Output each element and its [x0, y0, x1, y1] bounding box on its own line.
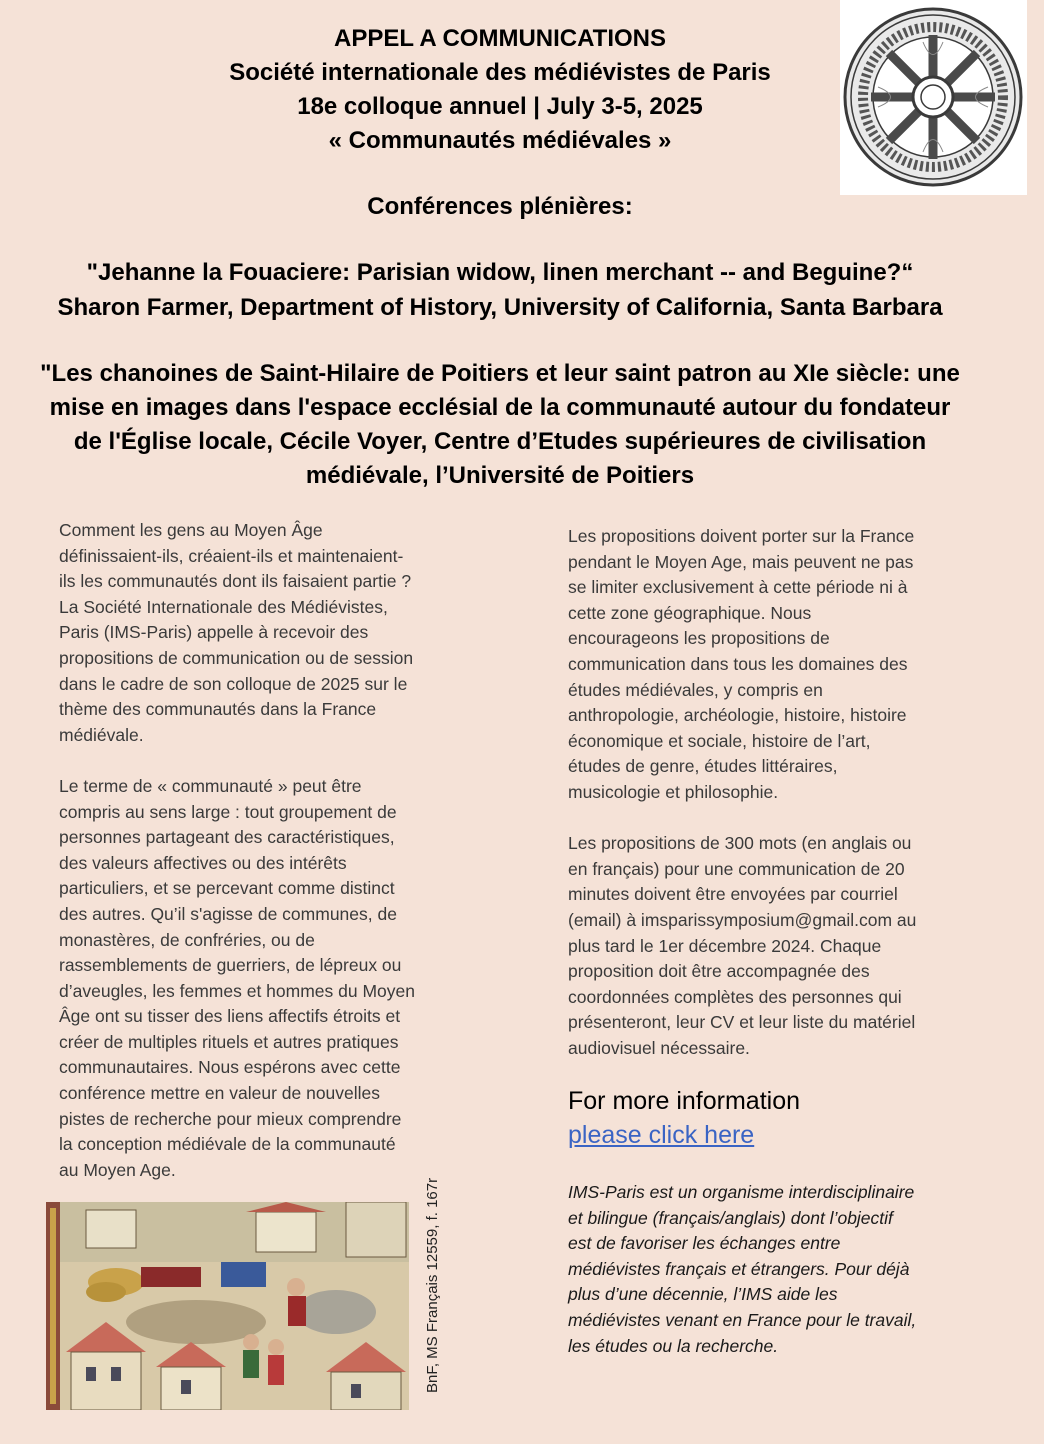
text-line: Paris (IMS-Paris) appelle à recevoir des	[59, 622, 369, 643]
text-line: médiévale.	[59, 724, 144, 745]
talk-1-speaker: Sharon Farmer, Department of History, University of California, Santa Barbara	[57, 294, 943, 321]
text-line: économique et sociale, histoire de l’art,	[568, 730, 871, 751]
text-line: proposition doit être accompagnée des	[568, 961, 870, 982]
text-line: particuliers, et se percevant comme distinct	[59, 878, 395, 899]
text-line: encourageons les propositions de	[568, 628, 830, 649]
text-line: en français) pour une communication de 20	[568, 858, 905, 879]
text-line: propositions de communication ou de session	[59, 647, 414, 668]
text-line: compris au sens large : tout groupement de	[59, 801, 397, 822]
text-line: La Société Internationale des Médiévistes,	[59, 596, 388, 617]
text-line: Les propositions doivent porter sur la France	[568, 526, 915, 546]
text-line: Comment les gens au Moyen Âge	[59, 520, 323, 540]
text-line: anthropologie, archéologie, histoire, histoire	[568, 705, 907, 726]
header-society: Société internationale des médiévistes de Paris	[229, 59, 771, 86]
text-line: plus tard le 1er décembre 2024. Chaque	[568, 935, 882, 956]
text-line: et bilingue (français/anglais) dont l’objectif	[568, 1207, 893, 1228]
text-line: rassemblements de guerriers, de lépreux ou	[59, 955, 402, 976]
more-info-title: For more information	[568, 1087, 801, 1115]
text-line: (email) à imsparissymposium@gmail.com au	[568, 909, 917, 930]
more-info-link[interactable]: please click here	[568, 1121, 755, 1149]
text-line: ils les communautés dont ils faisaient partie ?	[59, 571, 412, 592]
text-line: études médiévales, y compris en	[568, 679, 823, 700]
image-caption: BnF, MS Français 12559, f. 167r	[424, 1177, 441, 1393]
text-line: créer de multiples rituels et autres pratiques	[59, 1031, 399, 1052]
text-line: études de genre, études littéraires,	[568, 756, 838, 777]
text-line: pistes de recherche pour mieux comprendre	[59, 1108, 402, 1129]
text-line: personnes partageant des caractéristiques,	[59, 827, 395, 848]
medieval-market-miniature	[46, 1202, 409, 1410]
text-line: médiévistes français et étrangers. Pour déjà	[568, 1258, 910, 1279]
text-line: thème des communautés dans la France	[59, 699, 377, 720]
left-column	[59, 518, 454, 1183]
text-line: définissaient-ils, créaient-ils et maintenaient-	[59, 545, 404, 566]
text-line: coordonnées complètes des personnes qui	[568, 986, 902, 1007]
text-line: cette zone géographique. Nous	[568, 602, 812, 623]
about-ims	[568, 1180, 958, 1359]
header-dates: 18e colloque annuel | July 3-5, 2025	[297, 93, 703, 120]
text-line: conférence mettre en valeur de nouvelles	[59, 1083, 381, 1104]
header-theme: « Communautés médiévales »	[328, 127, 672, 154]
plenary-talk-2: "Les chanoines de Saint-Hilaire de Poitiers et leur saint patron au XIe siècle: une mise en images dans l'espace ecclésial de la communauté autour du fondateur de l'Église locale, Cécile Voyer, Centre d’Etudes supérieures de civilisation médiévale, l’Université de Poitiers	[40, 360, 960, 489]
text-line: au Moyen Age.	[59, 1159, 176, 1180]
text-line: minutes doivent être envoyées par courriel	[568, 884, 898, 905]
right-column	[568, 524, 963, 1061]
text-line: pendant le Moyen Age, mais peuvent ne pas	[568, 551, 914, 572]
right-paragraph-2	[568, 831, 963, 1061]
text-line: médiévistes venant en France pour le travail,	[568, 1309, 917, 1330]
text-line: des autres. Qu’il s'agisse de communes, de	[59, 903, 397, 924]
text-line: dans le cadre de son colloque de 2025 sur le	[59, 673, 408, 694]
text-line: des valeurs affectives ou des intérêts	[59, 852, 347, 873]
left-paragraph-2	[59, 774, 454, 1184]
text-line: Les propositions de 300 mots (en anglais ou	[568, 833, 912, 854]
text-line: la conception médiévale de la communauté	[59, 1134, 396, 1155]
plenary-talk-1	[0, 255, 1000, 325]
text-line: IMS-Paris est un organisme interdisciplinaire	[568, 1182, 915, 1202]
text-line: Le terme de « communauté » peut être	[59, 775, 362, 796]
text-line: audiovisuel nécessaire.	[568, 1037, 750, 1058]
rose-window-logo	[840, 0, 1027, 195]
text-line: d’aveugles, les femmes et hommes du Moyen	[59, 980, 415, 1001]
talk-1-title: "Jehanne la Fouaciere: Parisian widow, linen merchant -- and Beguine?“	[86, 259, 914, 286]
header-title: APPEL A COMMUNICATIONS	[333, 25, 666, 52]
left-paragraph-1	[59, 518, 454, 748]
text-line: présenteront, leur CV et leur liste du matériel	[568, 1012, 916, 1033]
text-line: communautaires. Nous espérons avec cette	[59, 1057, 401, 1078]
text-line: musicologie et philosophie.	[568, 781, 779, 802]
right-paragraph-1	[568, 524, 963, 806]
text-line: monastères, de confréries, ou de	[59, 929, 315, 950]
text-line: les études ou la recherche.	[568, 1335, 779, 1356]
text-line: se limiter exclusivement à cette période ni à	[568, 577, 908, 598]
text-line: Âge ont su tisser des liens affectifs étroits et	[59, 1006, 401, 1027]
text-line: est de favoriser les échanges entre	[568, 1233, 841, 1254]
plenary-heading: Conférences plénières:	[367, 193, 633, 220]
text-line: communication dans tous les domaines des	[568, 653, 908, 674]
text-line: plus d’une décennie, l’IMS aide les	[568, 1284, 838, 1305]
